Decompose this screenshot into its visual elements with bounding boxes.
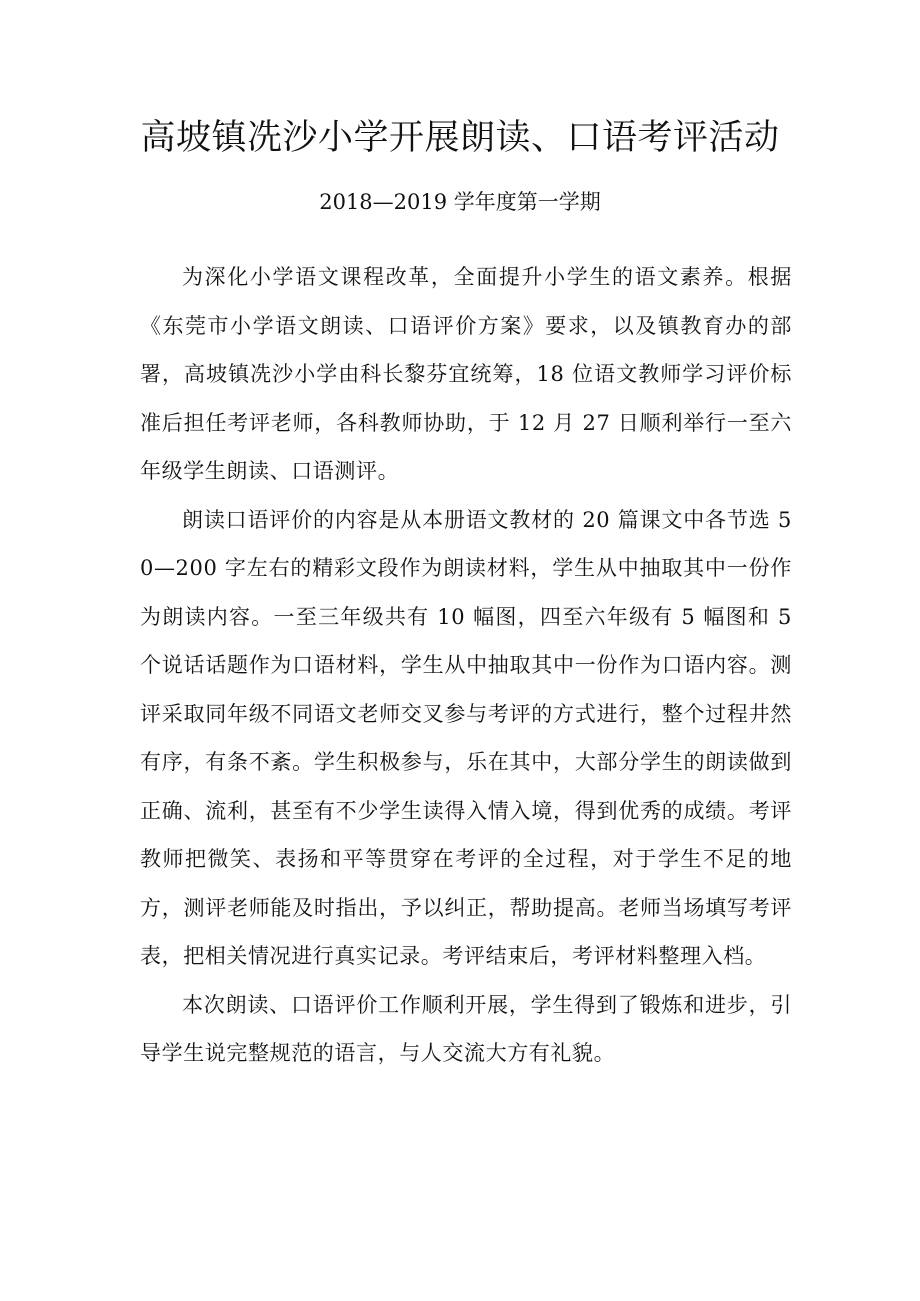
paragraph: 朗读口语评价的内容是从本册语文教材的 20 篇课文中各节选 50—200 字左右的精彩文段作为朗读材料，学生从中抽取其中一份作为朗读内容。一至三年级共有 10 幅图，四至六年级有 5 幅图和 5 个说话话题作为口语材料，学生从中抽取其中一份作为口语内容。测评采取同年级不同语文老师交叉参与考评的方式进行，整个过程井然有序，有条不紊。学生积极参与，乐在其中，大部分学生的朗读做到正确、流利，甚至有不少学生读得入情入境，得到优秀的成绩。考评教师把微笑、表扬和平等贯穿在考评的全过程，对于学生不足的地方，测评老师能及时指出，予以纠正，帮助提高。老师当场填写考评表，把相关情况进行真实记录。考评结束后，考评材料整理入档。 (140, 507, 792, 968)
document-title: 高坡镇冼沙小学开展朗读、口语考评活动 (140, 118, 780, 158)
paragraph: 为深化小学语文课程改革，全面提升小学生的语文素养。根据《东莞市小学语文朗读、口语评价方案》要求，以及镇教育办的部署，高坡镇冼沙小学由科长黎芬宜统筹，18 位语文教师学习评价标准后担任考评老师，各科教师协助，于 12 月 27 日顺利举行一至六年级学生朗读、口语测评。 (140, 265, 792, 483)
document-subtitle: 2018—2019 学年度第一学期 (319, 190, 601, 214)
document-body (140, 253, 792, 1078)
paragraph: 本次朗读、口语评价工作顺利开展，学生得到了锻炼和进步，引导学生说完整规范的语言，与人交流大方有礼貌。 (140, 992, 792, 1065)
